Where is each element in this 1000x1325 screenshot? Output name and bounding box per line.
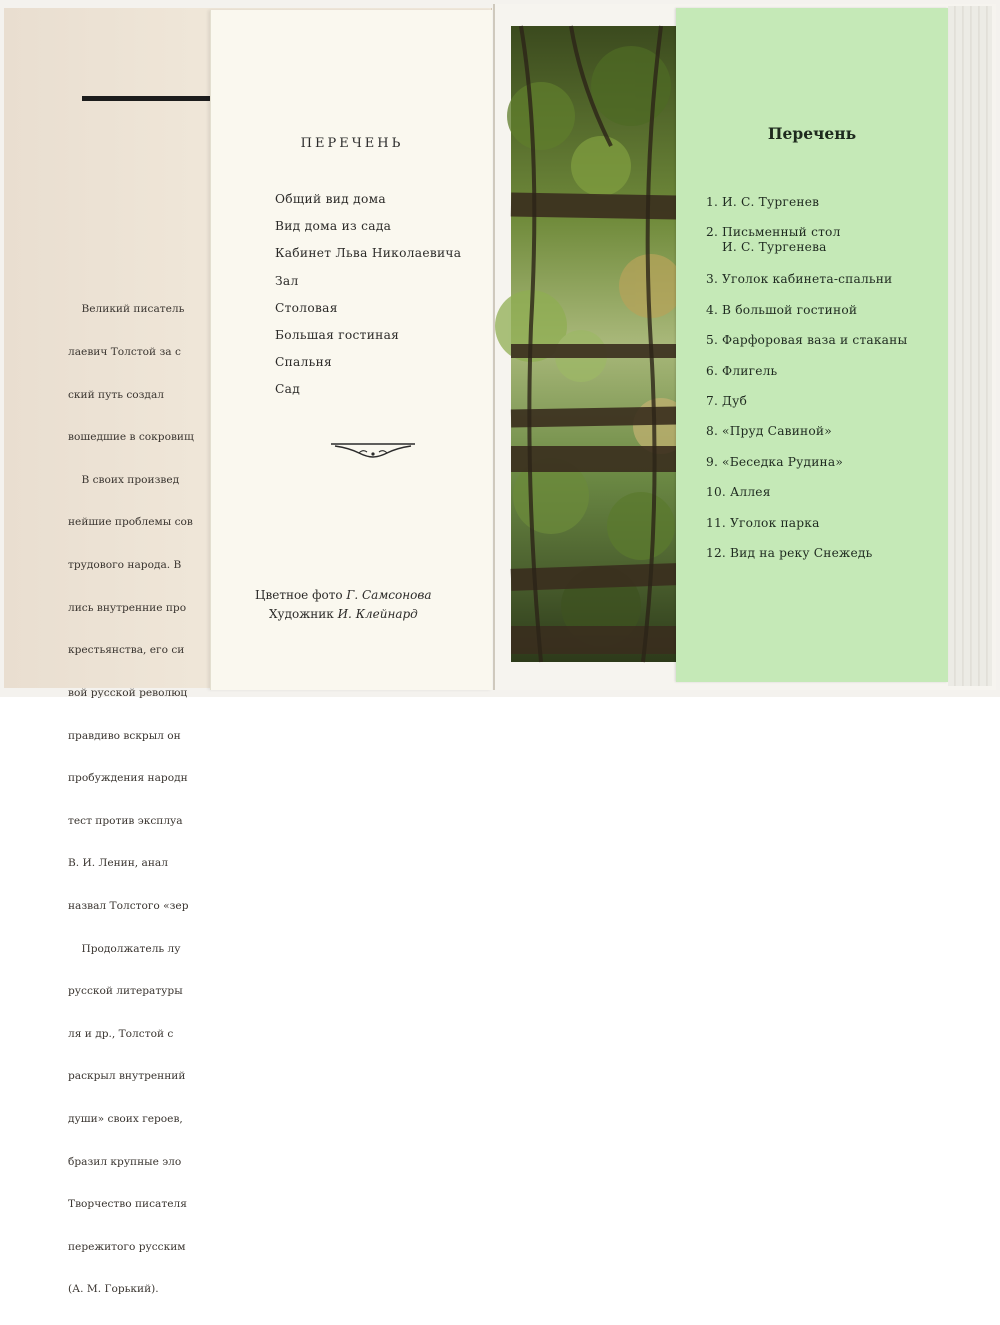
item-number: 6. (706, 363, 719, 378)
essay-line: Продолжатель лу (68, 942, 181, 955)
essay-line: крестьянства, его си (68, 644, 185, 657)
essay-line: ский путь создал (68, 388, 164, 401)
item-text: В большой гостиной (722, 302, 858, 317)
item-text: Дуб (722, 393, 748, 408)
item-number: 5. (706, 333, 719, 348)
insert-list-item: Зал (275, 273, 299, 288)
forest-photo-image (511, 26, 677, 662)
essay-line: (А. М. Горький). (68, 1283, 159, 1296)
essay-line: пережитого русским (68, 1240, 186, 1253)
decorative-rule (82, 96, 222, 101)
essay-line: нейшие проблемы сов (68, 516, 193, 529)
list-item (706, 225, 936, 255)
insert-list-item: Вид дома из сада (275, 219, 392, 234)
essay-line: вой русской революц (68, 686, 188, 699)
essay-line: лись внутренние про (68, 601, 187, 614)
green-card-list (706, 195, 936, 576)
item-text: «Беседка Рудина» (722, 454, 844, 469)
item-number: 2. (706, 225, 719, 240)
item-text: «Пруд Савиной» (722, 424, 832, 439)
item-text: Аллея (729, 485, 771, 500)
green-list-card (676, 8, 948, 682)
item-number: 3. (706, 272, 719, 287)
insert-list-item: Столовая (275, 300, 338, 315)
essay-line: ля и др., Толстой с (68, 1027, 174, 1040)
essay-line: Творчество писателя (68, 1198, 187, 1211)
artist-credit-label: Художник (269, 607, 334, 621)
green-card-title: Перечень (767, 124, 857, 143)
essay-line: Великий писатель (68, 303, 185, 316)
essay-line: назвал Толстого «зер (68, 899, 189, 912)
essay-line: вошедшие в сокровищ (68, 431, 194, 444)
essay-line: трудового народа. В (68, 559, 182, 572)
item-number: 10. (706, 485, 726, 500)
stacked-card-edges (948, 6, 992, 686)
list-item (706, 272, 936, 287)
list-item (706, 485, 936, 500)
item-number: 7. (706, 393, 719, 408)
item-number: 9. (706, 454, 719, 469)
list-item (706, 303, 936, 318)
essay-line: пробуждения народн (68, 772, 188, 785)
credits (255, 586, 485, 624)
insert-list-item: Кабинет Льва Николаевича (275, 246, 462, 261)
ornament-icon (329, 438, 417, 460)
list-insert-page (210, 10, 492, 690)
item-number: 4. (706, 302, 719, 317)
item-text-line2: И. С. Тургенева (722, 240, 827, 255)
item-number: 1. (706, 195, 719, 209)
list-item (706, 455, 936, 470)
list-item (706, 394, 936, 409)
item-number: 12. (706, 545, 726, 560)
essay-line: раскрыл внутренний (68, 1070, 186, 1083)
photo-credit-label: Цветное фото (255, 588, 343, 602)
item-text: Уголок кабинета-спальни (722, 272, 893, 287)
artist-credit-name: И. Клейнард (337, 607, 418, 621)
insert-list-item: Сад (275, 382, 300, 397)
list-item (706, 195, 936, 210)
list-item (706, 516, 936, 531)
item-number: 8. (706, 424, 719, 439)
insert-list-item: Большая гостиная (275, 327, 400, 342)
list-item (706, 333, 936, 348)
essay-line: В своих произвед (68, 473, 180, 486)
insert-list-item: Общий вид дома (275, 192, 386, 206)
forest-photo (511, 26, 677, 662)
list-item (706, 546, 936, 561)
insert-title: ПЕРЕЧЕНЬ (300, 136, 404, 151)
photo-credit-name: Г. Самсонова (346, 588, 432, 602)
insert-list (275, 190, 461, 408)
item-text: Письменный стол (722, 225, 841, 240)
essay-line: тест против эксплуа (68, 814, 183, 827)
essay-line: русской литературы (68, 985, 183, 998)
item-text: Флигель (722, 363, 778, 378)
essay-line: бразил крупные эло (68, 1155, 182, 1168)
insert-list-item: Спальня (275, 355, 333, 370)
essay-line: души» своих героев, (68, 1112, 183, 1125)
list-item (706, 364, 936, 379)
essay-text (68, 274, 218, 1325)
essay-line: В. И. Ленин, анал (68, 857, 168, 870)
item-text: Фарфоровая ваза и стаканы (722, 333, 908, 348)
list-item (706, 424, 936, 439)
item-text: И. С. Тургенев (722, 195, 820, 209)
item-text: Уголок парка (729, 515, 820, 530)
item-text: Вид на реку Снежедь (729, 545, 873, 560)
essay-line: правдиво вскрыл он (68, 729, 181, 742)
item-number: 11. (706, 515, 726, 530)
essay-line: лаевич Толстой за с (68, 346, 181, 359)
